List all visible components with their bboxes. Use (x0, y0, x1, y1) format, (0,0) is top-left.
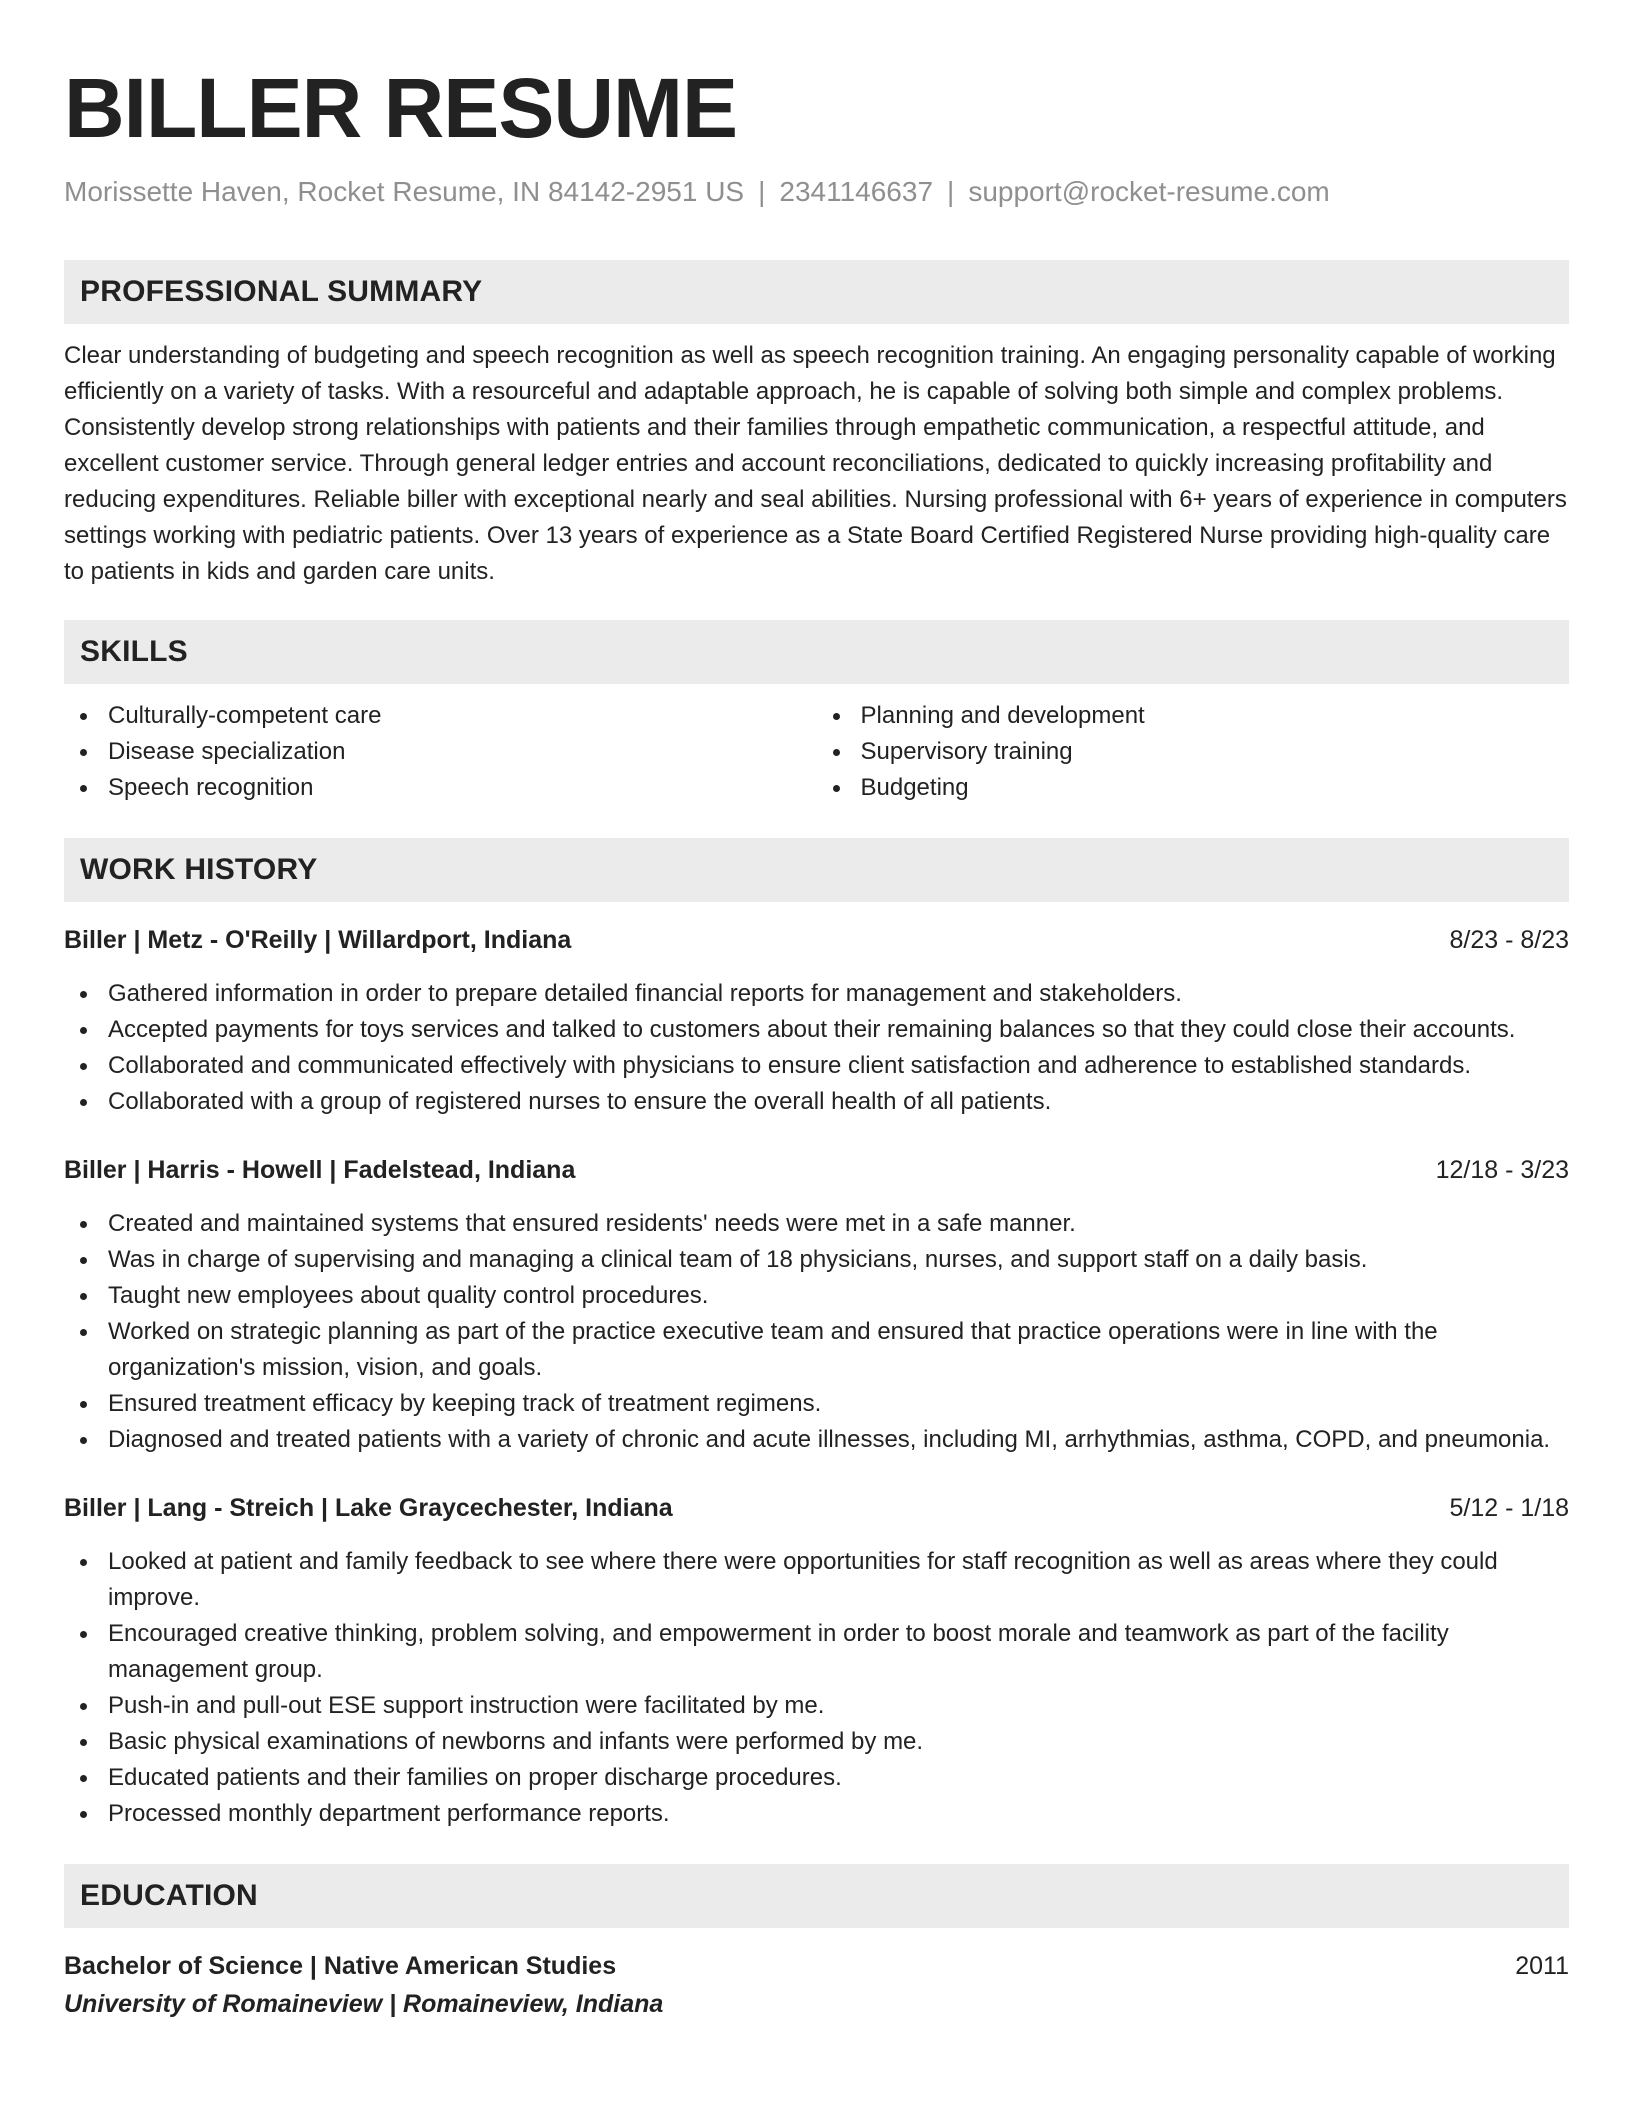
job-header (64, 1490, 1569, 1526)
section-heading-work-history: WORK HISTORY (64, 838, 1569, 902)
job-dates: 5/12 - 1/18 (1449, 1494, 1569, 1522)
job-bullets (64, 1206, 1569, 1458)
job-bullet: Gathered information in order to prepare detailed financial reports for management and stakeholders. (64, 976, 1569, 1012)
education-degree: Bachelor of Science | Native American Studies (64, 1952, 617, 1980)
resume-title: BILLER RESUME (64, 61, 738, 155)
section-heading-skills: SKILLS (64, 620, 1569, 684)
job-entry (64, 922, 1569, 1120)
education-entry (64, 1948, 1569, 2022)
job-bullets (64, 976, 1569, 1120)
job-bullet: Encouraged creative thinking, problem solving, and empowerment in order to boost morale and teamwork as part of the facility management group. (64, 1616, 1569, 1688)
section-heading-summary: PROFESSIONAL SUMMARY (64, 260, 1569, 324)
job-header (64, 1152, 1569, 1188)
skills-column-left (64, 698, 817, 806)
education-year: 2011 (1515, 1952, 1569, 1980)
contact-phone: 2341146637 (779, 176, 934, 207)
job-entry (64, 1490, 1569, 1832)
job-bullet: Taught new employees about quality control procedures. (64, 1278, 1569, 1314)
contact-address: Morissette Haven, Rocket Resume, IN 84142-2951 US (64, 176, 745, 207)
job-dates: 8/23 - 8/23 (1449, 926, 1569, 954)
education-school: University of Romaineview | Romaineview, Indiana (64, 1990, 664, 2018)
skills-grid (64, 698, 1569, 806)
job-header (64, 922, 1569, 958)
job-bullet: Looked at patient and family feedback to see where there were opportunities for staff recognition as well as areas where they could improve. (64, 1544, 1569, 1616)
job-bullet: Processed monthly department performance reports. (64, 1796, 1569, 1832)
skill-item: Supervisory training (817, 734, 1570, 770)
job-bullet: Educated patients and their families on proper discharge procedures. (64, 1760, 1569, 1796)
contact-separator: | (947, 176, 955, 207)
job-bullet: Collaborated and communicated effectively with physicians to ensure client satisfaction and adherence to established standards. (64, 1048, 1569, 1084)
job-bullet: Collaborated with a group of registered nurses to ensure the overall health of all patients. (64, 1084, 1569, 1120)
job-title: Biller | Lang - Streich | Lake Graycechester, Indiana (64, 1494, 673, 1522)
education-header (64, 1948, 1569, 1984)
job-title: Biller | Metz - O'Reilly | Willardport, Indiana (64, 926, 572, 954)
job-dates: 12/18 - 3/23 (1435, 1156, 1569, 1184)
job-bullet: Worked on strategic planning as part of the practice executive team and ensured that practice operations were in line with the organization's mission, vision, and goals. (64, 1314, 1569, 1386)
skill-item: Speech recognition (64, 770, 817, 806)
job-bullet: Push-in and pull-out ESE support instruction were facilitated by me. (64, 1688, 1569, 1724)
skill-item: Budgeting (817, 770, 1570, 806)
summary-text: Clear understanding of budgeting and speech recognition as well as speech recognition training. An engaging personality capable of working efficiently on a variety of tasks. With a resourceful and adaptable approach, he is capable of solving both simple and complex problems. Consistently develop strong relationships with patients and their families through empathetic communication, a respectful attitude, and excellent customer service. Through general ledger entries and account reconciliations, dedicated to quickly increasing profitability and reducing expenditures. Reliable biller with exceptional nearly and seal abilities. Nursing professional with 6+ years of experience in computers settings working with pediatric patients. Over 13 years of experience as a State Board Certified Registered Nurse providing high-quality care to patients in kids and garden care units. (64, 342, 1567, 585)
job-bullet: Diagnosed and treated patients with a variety of chronic and acute illnesses, including MI, arrhythmias, asthma, COPD, and pneumonia. (64, 1422, 1569, 1458)
contact-line (64, 174, 1569, 210)
contact-email: support@rocket-resume.com (968, 176, 1330, 207)
section-heading-education: EDUCATION (64, 1864, 1569, 1928)
job-bullets (64, 1544, 1569, 1832)
job-bullet: Ensured treatment efficacy by keeping track of treatment regimens. (64, 1386, 1569, 1422)
contact-separator: | (758, 176, 766, 207)
job-bullet: Was in charge of supervising and managing a clinical team of 18 physicians, nurses, and support staff on a daily basis. (64, 1242, 1569, 1278)
job-bullet: Accepted payments for toys services and talked to customers about their remaining balances so that they could close their accounts. (64, 1012, 1569, 1048)
job-bullet: Basic physical examinations of newborns and infants were performed by me. (64, 1724, 1569, 1760)
skill-item: Disease specialization (64, 734, 817, 770)
job-bullet: Created and maintained systems that ensured residents' needs were met in a safe manner. (64, 1206, 1569, 1242)
job-title: Biller | Harris - Howell | Fadelstead, Indiana (64, 1156, 576, 1184)
skill-item: Culturally-competent care (64, 698, 817, 734)
skill-item: Planning and development (817, 698, 1570, 734)
skills-column-right (817, 698, 1570, 806)
job-entry (64, 1152, 1569, 1458)
